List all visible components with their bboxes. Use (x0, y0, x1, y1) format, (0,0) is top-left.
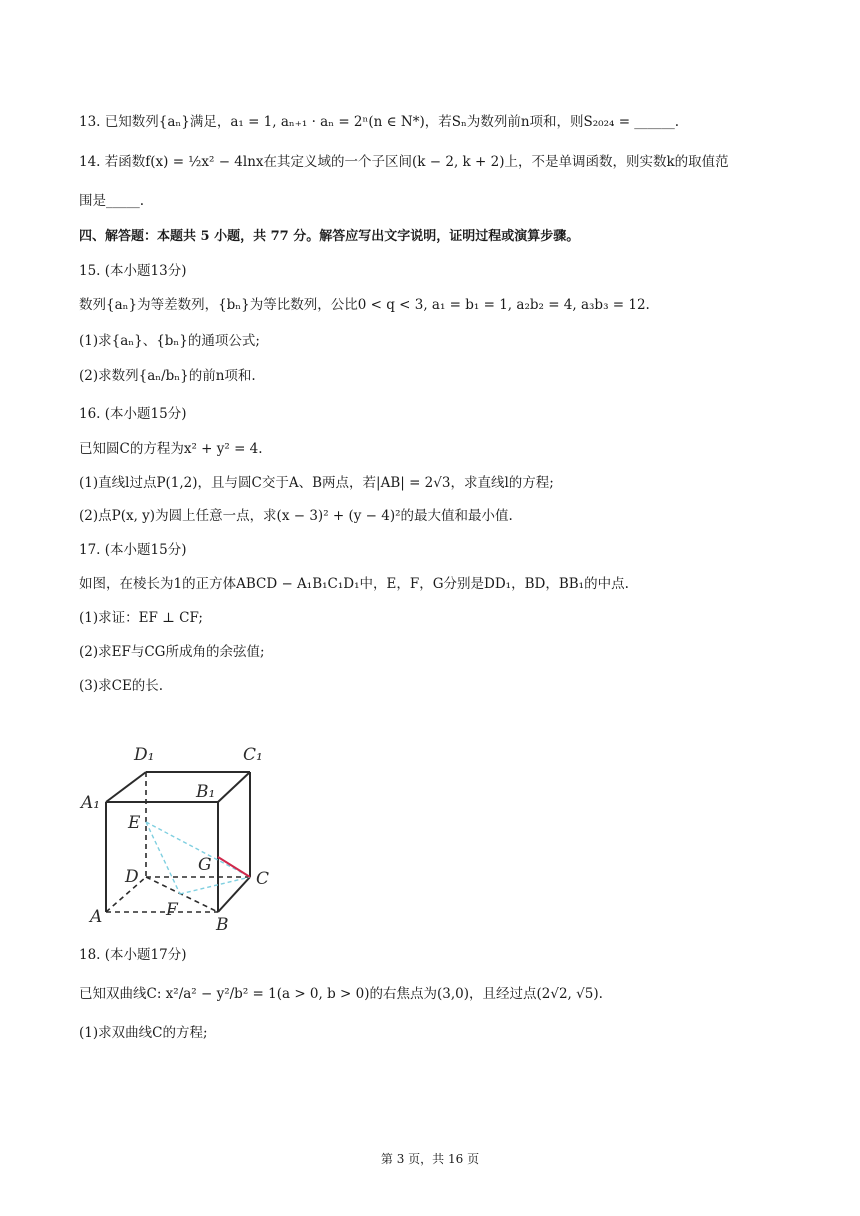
question-16-part-1: (1)直线l过点P(1,2)，且与圆C交于A、B两点，若|AB| = 2√3，求直线l的方程; (79, 475, 554, 491)
label-b1: B₁ (196, 782, 216, 802)
question-17-part-3: (3)求CE的长. (79, 678, 164, 694)
page-number: 第 3 页，共 16 页 (380, 1152, 480, 1166)
label-g: G (198, 855, 212, 875)
question-18-stem: 已知双曲线C: x²/a² − y²/b² = 1(a > 0, b > 0)的右焦点为(3,0)，且经过点(2√2, √5). (79, 986, 603, 1002)
label-a: A (90, 907, 103, 927)
question-14-line-2: 围是_____. (79, 193, 145, 209)
label-d1: D₁ (134, 745, 155, 765)
question-17-title: 17. (本小题15分) (79, 542, 187, 558)
edge-b-c (218, 877, 250, 912)
question-17-part-2: (2)求EF与CG所成角的余弦值; (79, 644, 265, 660)
question-13-text: 13. 已知数列{aₙ}满足，a₁ = 1, aₙ₊₁ · aₙ = 2ⁿ(n ∈ N*)，若Sₙ为数列前n项和，则S₂₀₂₄ = ______. (79, 114, 680, 130)
label-c1: C₁ (243, 745, 263, 765)
label-b: B (216, 915, 229, 932)
label-d: D (125, 867, 139, 887)
cube-figure (78, 742, 278, 932)
diagonal-d-b-hidden (146, 877, 218, 912)
question-18-part-1: (1)求双曲线C的方程; (79, 1025, 208, 1041)
question-15-stem: 数列{aₙ}为等差数列，{bₙ}为等比数列，公比0 < q < 3, a₁ = b₁ = 1, a₂b₂ = 4, a₃b₃ = 12. (79, 297, 650, 313)
section-4-heading: 四、解答题：本题共 5 小题，共 77 分。解答应写出文字说明，证明过程或演算步骤。 (79, 229, 580, 244)
edge-b1-c1 (218, 772, 250, 802)
question-15-part-2: (2)求数列{aₙ/bₙ}的前n项和. (79, 368, 256, 384)
question-15-title: 15. (本小题13分) (79, 263, 187, 279)
question-15-part-1: (1)求{aₙ}、{bₙ}的通项公式; (79, 333, 260, 349)
label-e: E (128, 813, 141, 833)
segment-g-c (218, 857, 250, 877)
question-16-title: 16. (本小题15分) (79, 406, 187, 422)
label-c: C (256, 869, 270, 889)
question-16-stem: 已知圆C的方程为x² + y² = 4. (79, 441, 263, 457)
segment-e-f (146, 822, 180, 894)
question-16-part-2: (2)点P(x, y)为圆上任意一点，求(x − 3)² + (y − 4)²的最大值和最小值. (79, 508, 513, 524)
label-a1: A₁ (81, 793, 101, 813)
question-18-title: 18. (本小题17分) (79, 947, 187, 963)
question-13 (79, 113, 679, 131)
segment-f-c (180, 877, 250, 894)
question-17-part-1: (1)求证：EF ⊥ CF; (79, 610, 203, 626)
label-f: F (166, 900, 178, 920)
question-14-line-1: 14. 若函数f(x) = ½x² − 4lnx在其定义域的一个子区间(k − 2, k + 2)上，不是单调函数，则实数k的取值范 (79, 154, 729, 170)
edge-a1-d1 (106, 772, 146, 802)
page-footer (0, 1150, 860, 1167)
question-17-stem: 如图，在棱长为1的正方体ABCD − A₁B₁C₁D₁中，E，F，G分别是DD₁，BD，BB₁的中点. (79, 576, 629, 592)
